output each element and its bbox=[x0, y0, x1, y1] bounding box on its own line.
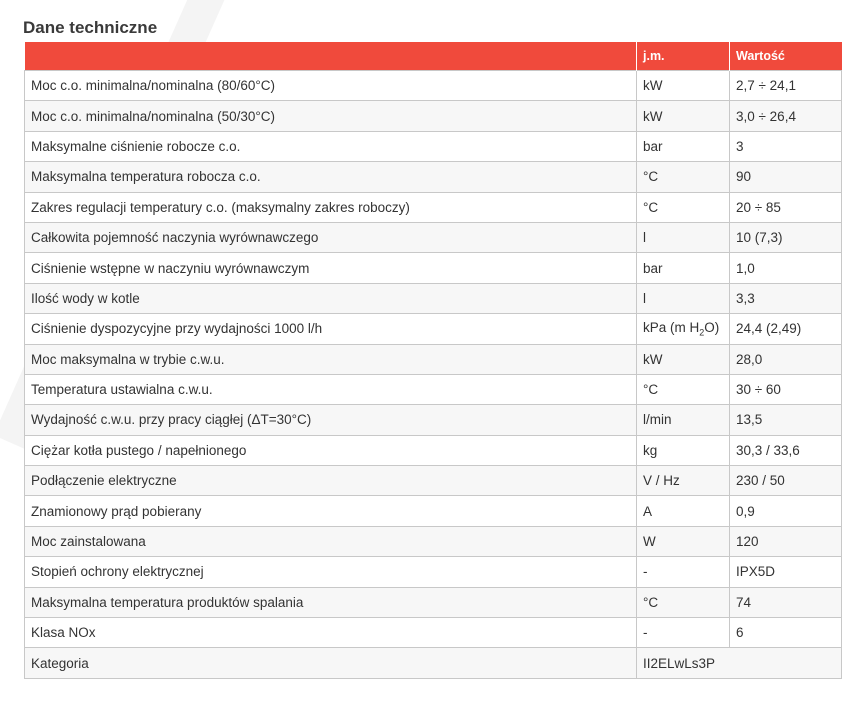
table-row bbox=[25, 253, 842, 283]
parameter-cell: Moc c.o. minimalna/nominalna (50/30°C) bbox=[25, 101, 637, 131]
column-header-value: Wartość bbox=[730, 42, 842, 71]
unit-cell: II2ELwLs3P bbox=[637, 648, 842, 678]
unit-cell: l bbox=[637, 222, 730, 252]
table-row bbox=[25, 101, 842, 131]
parameter-cell: Moc maksymalna w trybie c.w.u. bbox=[25, 344, 637, 374]
unit-text: kPa (m H bbox=[643, 319, 700, 335]
unit-cell: V / Hz bbox=[637, 466, 730, 496]
value-cell: 6 bbox=[730, 618, 842, 648]
value-cell: 74 bbox=[730, 587, 842, 617]
unit-cell: - bbox=[637, 618, 730, 648]
table-row bbox=[25, 314, 842, 344]
value-cell: 28,0 bbox=[730, 344, 842, 374]
value-cell: 20 ÷ 85 bbox=[730, 192, 842, 222]
table-header-row bbox=[25, 42, 842, 71]
parameter-cell: Ilość wody w kotle bbox=[25, 283, 637, 313]
unit-cell: °C bbox=[637, 162, 730, 192]
table-row bbox=[25, 374, 842, 404]
unit-cell: °C bbox=[637, 192, 730, 222]
table-row bbox=[25, 192, 842, 222]
unit-text-tail: O) bbox=[704, 319, 720, 335]
parameter-cell: Temperatura ustawialna c.w.u. bbox=[25, 374, 637, 404]
unit-cell: bar bbox=[637, 253, 730, 283]
unit-cell: kg bbox=[637, 435, 730, 465]
technical-data-table bbox=[24, 42, 842, 679]
parameter-cell: Ciśnienie wstępne w naczyniu wyrównawczym bbox=[25, 253, 637, 283]
unit-cell: kW bbox=[637, 101, 730, 131]
value-cell: 10 (7,3) bbox=[730, 222, 842, 252]
parameter-cell: Ciśnienie dyspozycyjne przy wydajności 1000 l/h bbox=[25, 314, 637, 344]
table-row bbox=[25, 162, 842, 192]
parameter-cell: Znamionowy prąd pobierany bbox=[25, 496, 637, 526]
table-row bbox=[25, 71, 842, 101]
parameter-cell: Wydajność c.w.u. przy pracy ciągłej (ΔT=30°C) bbox=[25, 405, 637, 435]
parameter-cell: Maksymalna temperatura produktów spalania bbox=[25, 587, 637, 617]
table-body bbox=[25, 71, 842, 679]
parameter-cell: Całkowita pojemność naczynia wyrównawczego bbox=[25, 222, 637, 252]
value-cell: 3 bbox=[730, 131, 842, 161]
parameter-cell: Maksymalna temperatura robocza c.o. bbox=[25, 162, 637, 192]
unit-cell: A bbox=[637, 496, 730, 526]
value-cell: 0,9 bbox=[730, 496, 842, 526]
unit-cell bbox=[637, 314, 730, 344]
parameter-cell: Podłączenie elektryczne bbox=[25, 466, 637, 496]
unit-cell: °C bbox=[637, 587, 730, 617]
column-header-unit: j.m. bbox=[637, 42, 730, 71]
parameter-cell: Ciężar kotła pustego / napełnionego bbox=[25, 435, 637, 465]
value-cell: 1,0 bbox=[730, 253, 842, 283]
parameter-cell: Maksymalne ciśnienie robocze c.o. bbox=[25, 131, 637, 161]
table-row bbox=[25, 344, 842, 374]
value-cell: 2,7 ÷ 24,1 bbox=[730, 71, 842, 101]
value-cell: 3,0 ÷ 26,4 bbox=[730, 101, 842, 131]
value-cell: 3,3 bbox=[730, 283, 842, 313]
table-row bbox=[25, 435, 842, 465]
value-cell: 120 bbox=[730, 526, 842, 556]
value-cell: 230 / 50 bbox=[730, 466, 842, 496]
unit-cell: bar bbox=[637, 131, 730, 161]
table-row bbox=[25, 526, 842, 556]
unit-cell: kW bbox=[637, 71, 730, 101]
table-row bbox=[25, 283, 842, 313]
unit-cell: - bbox=[637, 557, 730, 587]
unit-cell: l bbox=[637, 283, 730, 313]
column-header-parameter bbox=[25, 42, 637, 71]
table-row bbox=[25, 587, 842, 617]
unit-cell: W bbox=[637, 526, 730, 556]
unit-cell: kW bbox=[637, 344, 730, 374]
parameter-cell: Stopień ochrony elektrycznej bbox=[25, 557, 637, 587]
value-cell: 24,4 (2,49) bbox=[730, 314, 842, 344]
table-row bbox=[25, 222, 842, 252]
table-row bbox=[25, 648, 842, 678]
value-cell: IPX5D bbox=[730, 557, 842, 587]
value-cell: 90 bbox=[730, 162, 842, 192]
parameter-cell: Kategoria bbox=[25, 648, 637, 678]
parameter-cell: Zakres regulacji temperatury c.o. (maksymalny zakres roboczy) bbox=[25, 192, 637, 222]
table-row bbox=[25, 131, 842, 161]
table-row bbox=[25, 466, 842, 496]
parameter-cell: Klasa NOx bbox=[25, 618, 637, 648]
table-row bbox=[25, 405, 842, 435]
value-cell: 13,5 bbox=[730, 405, 842, 435]
table-row bbox=[25, 557, 842, 587]
unit-subscript: 2 bbox=[699, 327, 705, 338]
parameter-cell: Moc c.o. minimalna/nominalna (80/60°C) bbox=[25, 71, 637, 101]
unit-cell: l/min bbox=[637, 405, 730, 435]
value-cell: 30,3 / 33,6 bbox=[730, 435, 842, 465]
table-row bbox=[25, 496, 842, 526]
unit-cell: °C bbox=[637, 374, 730, 404]
parameter-cell: Moc zainstalowana bbox=[25, 526, 637, 556]
page-title: Dane techniczne bbox=[23, 18, 158, 37]
table-row bbox=[25, 618, 842, 648]
value-cell: 30 ÷ 60 bbox=[730, 374, 842, 404]
